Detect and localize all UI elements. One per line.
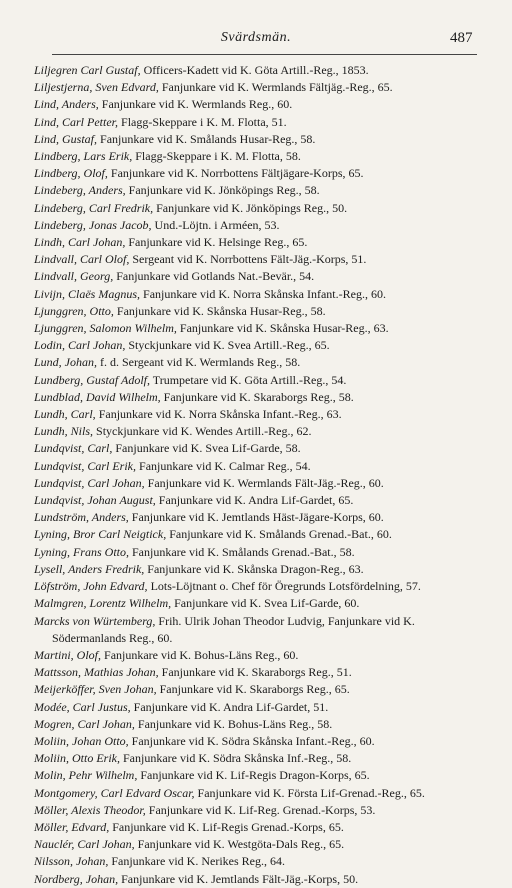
list-item — [34, 234, 482, 251]
list-item — [34, 165, 482, 182]
list-item — [34, 286, 482, 303]
entry-text: Sergeant vid K. Norrbottens Fält-Jäg.-Korps, 51. — [129, 252, 367, 267]
list-item — [34, 389, 482, 406]
list-item — [34, 716, 482, 733]
entry-text: Und.-Löjtn. i Arméen, 53. — [151, 217, 280, 232]
entry-name: Lundström, Anders, — [34, 510, 129, 525]
entry-text: Fanjunkare vid K. Skånska Dragon-Reg., 63. — [144, 561, 364, 576]
entry-text: f. d. Sergeant vid K. Wermlands Reg., 58. — [97, 355, 301, 370]
list-item — [34, 544, 482, 561]
entry-text: Officers-Kadett vid K. Göta Artill.-Reg., 1853. — [140, 63, 369, 77]
entry-name: Ljunggren, Otto, — [34, 303, 114, 318]
entry-text: Fanjunkare vid K. Södra Skånska Infant.-Reg., 60. — [128, 733, 375, 748]
list-item — [34, 699, 482, 716]
entry-name: Lundberg, Gustaf Adolf, — [34, 372, 151, 387]
entry-name: Lundqvist, Carl, — [34, 441, 113, 456]
list-item — [34, 767, 482, 784]
entry-name: Lindvall, Carl Olof, — [34, 252, 130, 267]
running-title: Svärdsmän. — [220, 30, 292, 45]
entry-text: Fanjunkare vid K. Jemtlands Häst-Jägare-Korps, 60. — [128, 510, 384, 525]
entry-name: Nilsson, Johan, — [34, 854, 109, 869]
entry-name: Möller, Edvard, — [34, 819, 110, 834]
entry-name: Lyning, Bror Carl Neigtick, — [34, 527, 167, 542]
entry-text: Fanjunkare vid K. Wermlands Reg., 60. — [98, 97, 293, 112]
entry-text: Fanjunkare vid K. Nerikes Reg., 64. — [108, 854, 285, 869]
entry-name: Lindberg, Olof, — [34, 166, 108, 181]
entry-text: Fanjunkare vid K. Södra Skånska Inf.-Reg., 58. — [120, 751, 352, 766]
entry-text: Fanjunkare vid K. Wermlands Fält-Jäg.-Reg., 60. — [144, 475, 384, 490]
entry-name: Lindberg, Lars Erik, — [34, 149, 133, 164]
entry-name: Lund, Johan, — [34, 355, 97, 370]
list-item — [34, 354, 482, 371]
entry-name: Lindeberg, Anders, — [34, 183, 126, 198]
entry-name: Lundqvist, Carl Erik, — [34, 458, 137, 473]
list-item — [34, 458, 482, 475]
entry-name: Löfström, John Edvard, — [34, 579, 148, 594]
entry-text: Fanjunkare vid K. Westgöta-Dals Reg., 65. — [134, 837, 345, 852]
list-item — [34, 114, 482, 131]
entry-text: Fanjunkare vid K. Smålands Grenad.-Bat., 58. — [128, 544, 355, 559]
list-item — [34, 200, 482, 217]
entry-text: Fanjunkare vid K. Norra Skånska Infant.-Reg., 60. — [140, 286, 386, 301]
entry-text: Fanjunkare vid K. Första Lif-Grenad.-Reg., 65. — [194, 785, 425, 800]
entry-text: Fanjunkare vid K. Skaraborgs Reg., 51. — [158, 665, 352, 680]
list-item — [34, 131, 482, 148]
entry-text: Fanjunkare vid K. Bohus-Läns Reg., 60. — [101, 647, 299, 662]
entry-text: Fanjunkare vid K. Lif-Reg. Grenad.-Korps, 53. — [145, 802, 376, 817]
list-item — [34, 423, 482, 440]
list-item — [34, 268, 482, 285]
entry-text: Fanjunkare vid K. Norrbottens Fältjägare-Korps, 65. — [107, 166, 364, 181]
entry-text: Fanjunkare vid Gotlands Nat.-Bevär., 54. — [113, 269, 315, 284]
entry-name: Molin, Pehr Wilhelm, — [34, 768, 138, 783]
list-item — [34, 785, 482, 802]
entry-name: Montgomery, Carl Edvard Oscar, — [34, 785, 195, 800]
entry-name: Lundqvist, Carl Johan, — [34, 475, 145, 490]
entry-text: Styckjunkare vid K. Wendes Artill.-Reg., 62. — [93, 424, 312, 439]
entry-name: Lundh, Carl, — [34, 407, 96, 422]
entry-text: Fanjunkare vid K. Skaraborgs Reg., 65. — [156, 682, 350, 697]
entry-text: Fanjunkare vid K. Helsinge Reg., 65. — [125, 235, 308, 250]
header-rule — [52, 54, 477, 55]
entry-name: Lindeberg, Carl Fredrik, — [34, 200, 154, 215]
list-item — [34, 750, 482, 767]
entry-text: Fanjunkare vid K. Skaraborgs Reg., 58. — [160, 389, 354, 404]
list-item — [34, 802, 482, 819]
entry-name: Nauclér, Carl Johan, — [34, 837, 135, 852]
list-item — [34, 853, 482, 870]
entry-text: Flagg-Skeppare i K. M. Flotta, 51. — [118, 114, 287, 129]
entry-list — [34, 62, 482, 888]
list-item — [34, 79, 482, 96]
entry-name: Lindh, Carl Johan, — [34, 235, 126, 250]
list-item — [34, 303, 482, 320]
list-item — [34, 337, 482, 354]
entry-text: Fanjunkare vid K. Calmar Reg., 54. — [136, 458, 311, 473]
list-item — [34, 217, 482, 234]
list-item — [34, 871, 482, 888]
list-item — [34, 647, 482, 664]
entry-name: Livijn, Claës Magnus, — [34, 286, 141, 301]
list-item — [34, 664, 482, 681]
entry-name: Nordberg, Johan, — [34, 871, 119, 886]
list-item — [34, 440, 482, 457]
entry-name: Lundqvist, Johan August, — [34, 493, 156, 508]
entry-text: Trumpetare vid K. Göta Artill.-Reg., 54. — [150, 372, 347, 387]
entry-text: Fanjunkare vid K. Norra Skånska Infant.-Reg., 63. — [95, 407, 342, 422]
entry-text: Fanjunkare vid K. Andra Lif-Gardet, 65. — [155, 493, 354, 508]
list-item — [34, 526, 482, 543]
entry-name: Ljunggren, Salomon Wilhelm, — [34, 321, 177, 336]
list-item — [34, 372, 482, 389]
entry-name: Lyning, Frans Otto, — [34, 544, 129, 559]
list-item — [34, 578, 482, 595]
list-item — [34, 509, 482, 526]
list-item — [34, 251, 482, 268]
list-item — [34, 733, 482, 750]
entry-name: Lodin, Carl Johan, — [34, 338, 126, 353]
list-item — [34, 62, 482, 79]
entry-text: Fanjunkare vid K. Jemtlands Fält-Jäg.-Korps, 50. — [118, 871, 359, 886]
list-item — [34, 595, 482, 612]
entry-text: Fanjunkare vid K. Skånska Husar-Reg., 63. — [176, 321, 389, 336]
list-item — [34, 475, 482, 492]
entry-name: Liljestjerna, Sven Edvard, — [34, 80, 159, 95]
entry-name: Liljegren Carl Gustaf, — [34, 63, 141, 77]
entry-text: Fanjunkare vid K. Svea Lif-Garde, 58. — [112, 441, 301, 456]
entry-text: Fanjunkare vid K. Lif-Regis Grenad.-Korps, 65. — [109, 819, 344, 834]
entry-name: Lind, Anders, — [34, 97, 99, 112]
entry-name: Martini, Olof, — [34, 647, 102, 662]
entry-text: Fanjunkare vid K. Smålands Husar-Reg., 58. — [97, 131, 316, 146]
entry-name: Lundh, Nils, — [34, 424, 94, 439]
list-item — [34, 492, 482, 509]
page-number: 487 — [450, 30, 473, 46]
entry-text: Flagg-Skeppare i K. M. Flotta, 58. — [132, 149, 301, 164]
list-item — [34, 320, 482, 337]
entry-name: Lindvall, Georg, — [34, 269, 114, 284]
entry-text: Styckjunkare vid K. Svea Artill.-Reg., 65. — [125, 338, 330, 353]
entry-name: Marcks von Würtemberg, — [34, 613, 156, 628]
list-item — [34, 681, 482, 698]
entry-name: Lind, Gustaf, — [34, 131, 98, 146]
entry-name: Moliin, Otto Erik, — [34, 751, 120, 766]
list-item — [34, 561, 482, 578]
entry-name: Lysell, Anders Fredrik, — [34, 561, 145, 576]
entry-name: Meijerköffer, Sven Johan, — [34, 682, 157, 697]
entry-name: Mattsson, Mathias Johan, — [34, 665, 159, 680]
entry-text: Fanjunkare vid K. Jönköpings Reg., 58. — [125, 183, 320, 198]
list-item — [34, 182, 482, 199]
entry-name: Lind, Carl Petter, — [34, 114, 119, 129]
list-item — [34, 148, 482, 165]
entry-name: Lindeberg, Jonas Jacob, — [34, 217, 152, 232]
list-item — [34, 406, 482, 423]
entry-text: Fanjunkare vid K. Smålands Grenad.-Bat., 60. — [166, 527, 392, 542]
entry-name: Mogren, Carl Johan, — [34, 716, 135, 731]
list-item — [34, 613, 482, 647]
list-item — [34, 96, 482, 113]
entry-text: Fanjunkare vid K. Jönköpings Reg., 50. — [153, 200, 348, 215]
entry-text: Fanjunkare vid K. Skånska Husar-Reg., 58. — [113, 303, 326, 318]
entry-text: Lots-Löjtnant o. Chef för Öregrunds Lotsfördelning, 57. — [147, 579, 421, 594]
entry-name: Malmgren, Lorentz Wilhelm, — [34, 596, 172, 611]
entry-name: Möller, Alexis Theodor, — [34, 802, 146, 817]
entry-name: Modée, Carl Justus, — [34, 699, 131, 714]
list-item — [34, 819, 482, 836]
list-item — [34, 836, 482, 853]
entry-text: Fanjunkare vid K. Andra Lif-Gardet, 51. — [130, 699, 329, 714]
entry-text: Fanjunkare vid K. Wermlands Fältjäg.-Reg., 65. — [158, 80, 393, 95]
entry-name: Lundblad, David Wilhelm, — [34, 389, 161, 404]
entry-text: Fanjunkare vid K. Bohus-Läns Reg., 58. — [134, 716, 333, 731]
entry-text: Fanjunkare vid K. Svea Lif-Garde, 60. — [171, 596, 360, 611]
entry-name: Moliin, Johan Otto, — [34, 733, 129, 748]
page-header — [0, 30, 512, 50]
entry-text: Frih. Ulrik Johan Theodor Ludvig, Fanjunkare vid K. Södermanlands Reg., 60. — [52, 613, 415, 645]
entry-text: Fanjunkare vid K. Lif-Regis Dragon-Korps, 65. — [137, 768, 370, 783]
